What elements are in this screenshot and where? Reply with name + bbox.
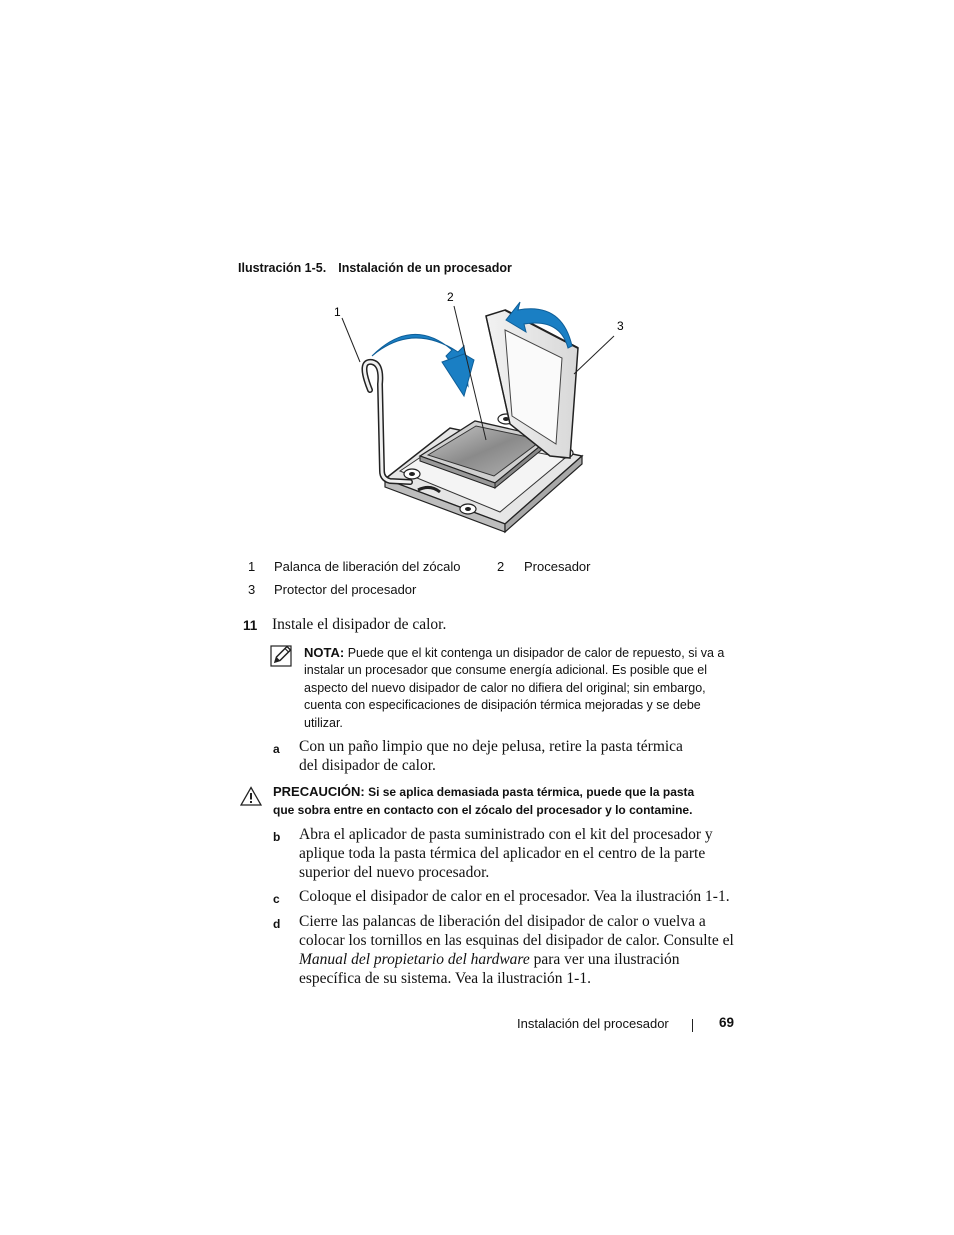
legend-num-1: 1 (248, 559, 256, 574)
step-text: Instale el disipador de calor. (272, 616, 447, 633)
legend-text-3: Protector del procesador (274, 582, 417, 597)
legend-text-1: Palanca de liberación del zócalo (274, 559, 461, 574)
legend-num-2: 2 (497, 559, 505, 574)
substep-d-text-after: para ver una ilustración específica de su sistema. Vea la ilustración 1-1. (299, 951, 680, 987)
callout-2: 2 (447, 290, 454, 304)
substep-b-letter: b (273, 830, 281, 844)
warning-triangle-icon (240, 786, 262, 806)
callout-3: 3 (617, 319, 624, 333)
substep-c-letter: c (273, 892, 280, 906)
callout-line-3 (574, 336, 614, 374)
caution-text: Si se aplica demasiada pasta térmica, puede que la pasta que sobra entre en contacto con el zócalo del procesador y lo contamine. (273, 785, 695, 817)
note-label: NOTA: (304, 645, 345, 660)
substep-d-text-before: Cierre las palancas de liberación del disipador de calor o vuelva a colocar los tornillos en las esquinas del disipador de calor. Consulte el (299, 913, 734, 949)
substep-d-letter: d (273, 917, 281, 931)
legend-text-2: Procesador (524, 559, 591, 574)
note-text: Puede que el kit contenga un disipador de calor de repuesto, si va a instalar un procesador que consume energía adicional. Es posible que el aspecto del nuevo disipador de calor no difiera del original; sin embargo, cuenta con especificaciones de disipación térmica mejoradas y se debe utilizar. (304, 646, 725, 730)
substep-a-text: Con un paño limpio que no deje pelusa, retire la pasta térmica del disipador de calor. (299, 738, 683, 774)
footer-divider (692, 1019, 693, 1032)
callout-line-1 (342, 318, 360, 362)
substep-c-text: Coloque el disipador de calor en el procesador. Vea la ilustración 1-1. (299, 888, 730, 905)
figure-caption-label: Ilustración 1-5. (238, 261, 327, 275)
caution-label: PRECAUCIÓN: (273, 784, 365, 799)
processor-installation-figure (300, 286, 660, 536)
substep-a-letter: a (273, 742, 280, 756)
caution-body (273, 783, 713, 819)
pencil-icon (270, 643, 294, 667)
substep-d-text (299, 912, 744, 988)
legend-num-3: 3 (248, 582, 256, 597)
page-number: 69 (719, 1015, 735, 1030)
callout-1: 1 (334, 305, 341, 319)
note-body (304, 644, 734, 732)
figure-caption (238, 261, 512, 275)
footer-section-title: Instalación del procesador (517, 1016, 669, 1031)
substep-b-text: Abra el aplicador de pasta suministrado con el kit del procesador y aplique toda la pasta térmica del aplicador en el centro de la parte superior del nuevo procesador. (299, 826, 713, 881)
hardware-manual-title: Manual del propietario del hardware (299, 951, 530, 968)
step-number: 11 (243, 618, 258, 633)
lever-rotation-arrow (372, 334, 474, 396)
figure-caption-title: Instalación de un procesador (338, 261, 512, 275)
